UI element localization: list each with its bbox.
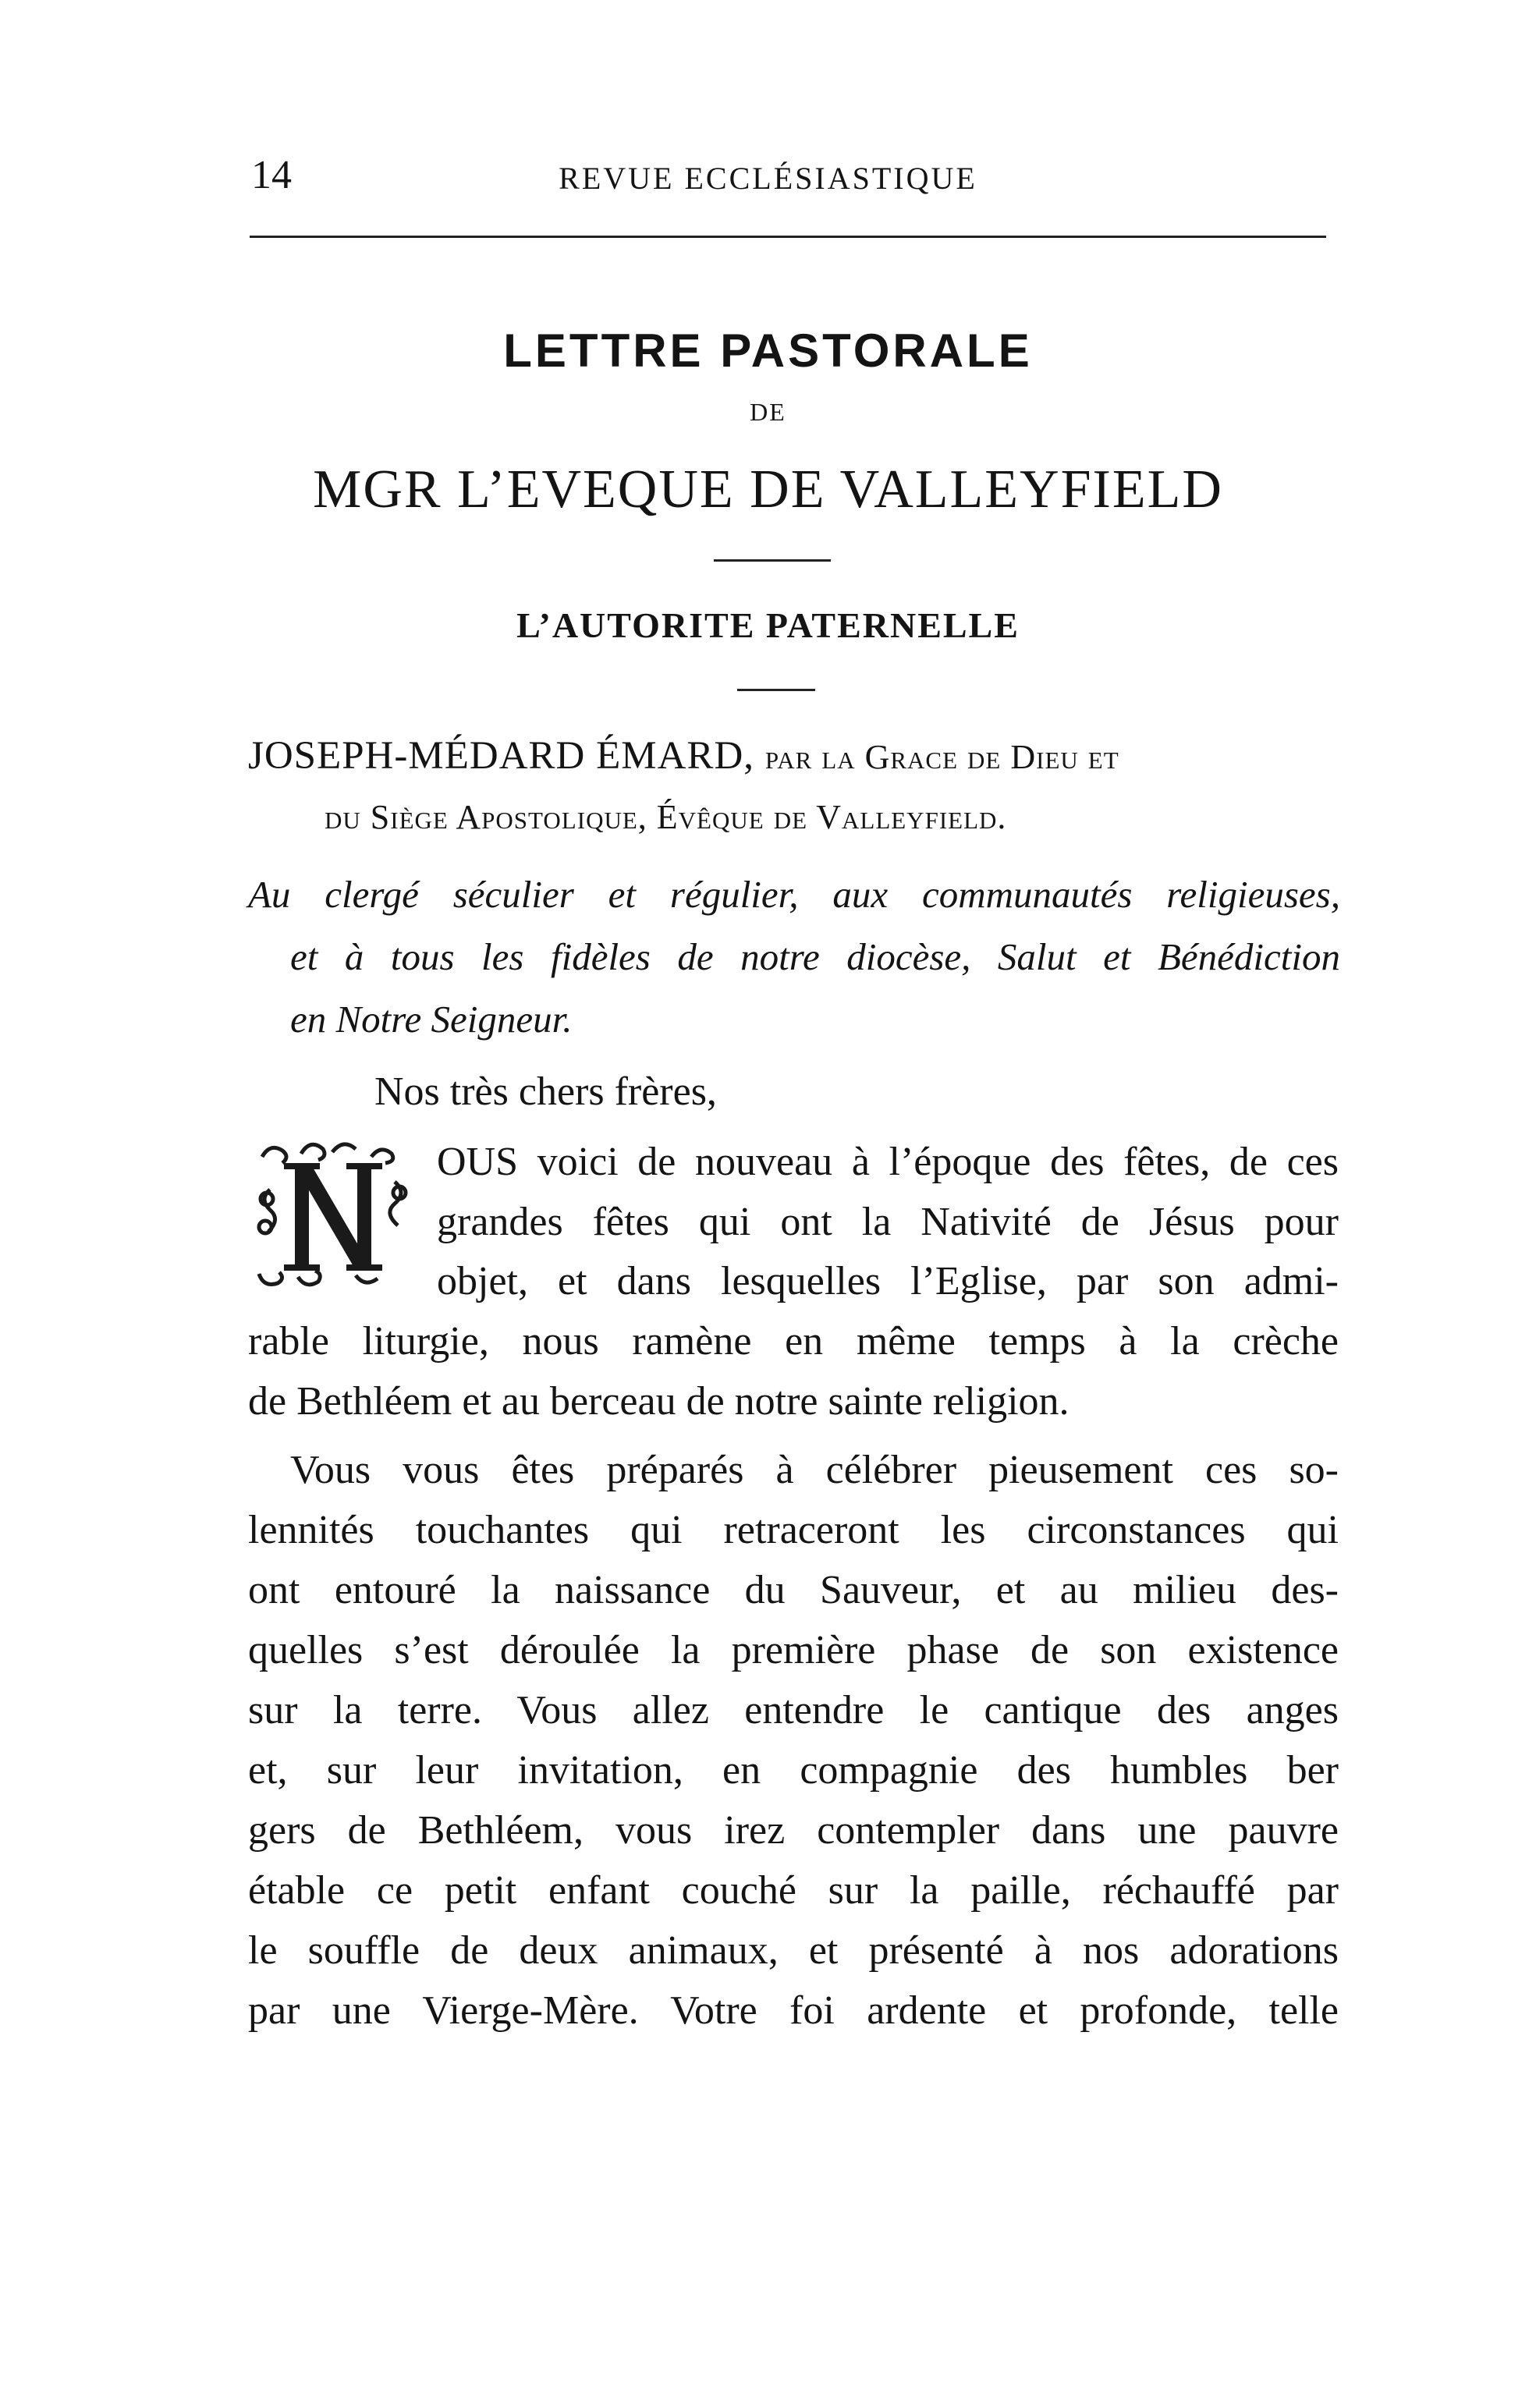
title-divider (714, 559, 831, 562)
address-line: en Notre Seigneur. (290, 998, 573, 1041)
paragraph-line: de Bethléem et au berceau de notre sainte religion. (248, 1379, 1070, 1424)
title-connector: DE (750, 398, 786, 426)
address-line: et à tous les fidèles de notre diocèse, Salut et Bénédiction (290, 935, 1340, 978)
subtitle-divider (737, 689, 815, 691)
signature-name: JOSEPH-MÉDARD ÉMARD, (248, 734, 755, 778)
paragraph-line: et, sur leur invitation, en compagnie des humbles ber (248, 1748, 1339, 1793)
paragraph-line: rable liturgie, nous ramène en même temps à la crèche (248, 1319, 1339, 1364)
paragraph-line: le souffle de deux animaux, et présenté à nos adorations (248, 1928, 1339, 1973)
signature-line-2: du Siège Apostolique, Évêque de Valleyfield. (325, 798, 1007, 836)
paragraph-line: objet, et dans lesquelles l’Eglise, par son admi- (437, 1259, 1339, 1303)
ornamental-dropcap (247, 1135, 418, 1299)
paragraph-line: sur la terre. Vous allez entendre le cantique des anges (248, 1688, 1339, 1732)
paragraph-line: ont entouré la naissance du Sauveur, et au milieu des- (248, 1568, 1339, 1612)
document-subtitle: L’AUTORITE PATERNELLE (516, 605, 1020, 645)
paragraph-line: par une Vierge-Mère. Votre foi ardente et profonde, telle (248, 1988, 1339, 2033)
paragraph-line: grandes fêtes qui ont la Nativité de Jésus pour (437, 1200, 1339, 1244)
address-line: Au clergé séculier et régulier, aux communautés religieuses, (248, 873, 1340, 916)
paragraph-line: gers de Bethléem, vous irez contempler dans une pauvre (248, 1808, 1339, 1853)
document-title: LETTRE PASTORALE (503, 324, 1033, 377)
page-number: 14 (251, 153, 292, 197)
dropcap-letter: N (332, 1297, 333, 1298)
running-title: REVUE ECCLÉSIASTIQUE (559, 161, 977, 196)
paragraph-line: Vous vous êtes préparés à célébrer pieusement ces so- (290, 1448, 1339, 1492)
paragraph-line: lennités touchantes qui retraceront les circonstances qui (248, 1508, 1339, 1552)
dropcap-ornament-icon (247, 1135, 418, 1299)
salutation: Nos très chers frères, (374, 1069, 717, 1114)
document-author-title: MGR L’EVEQUE DE VALLEYFIELD (313, 459, 1223, 520)
signature-line-1 (248, 733, 1119, 778)
signature-title-part1: par la Grace de Dieu et (764, 738, 1119, 776)
header-rule (250, 236, 1326, 238)
paragraph-line: quelles s’est déroulée la première phase de son existence (248, 1628, 1339, 1672)
paragraph-line: étable ce petit enfant couché sur la paille, réchauffé par (248, 1868, 1339, 1913)
paragraph-line: OUS voici de nouveau à l’époque des fêtes, de ces (437, 1140, 1339, 1184)
